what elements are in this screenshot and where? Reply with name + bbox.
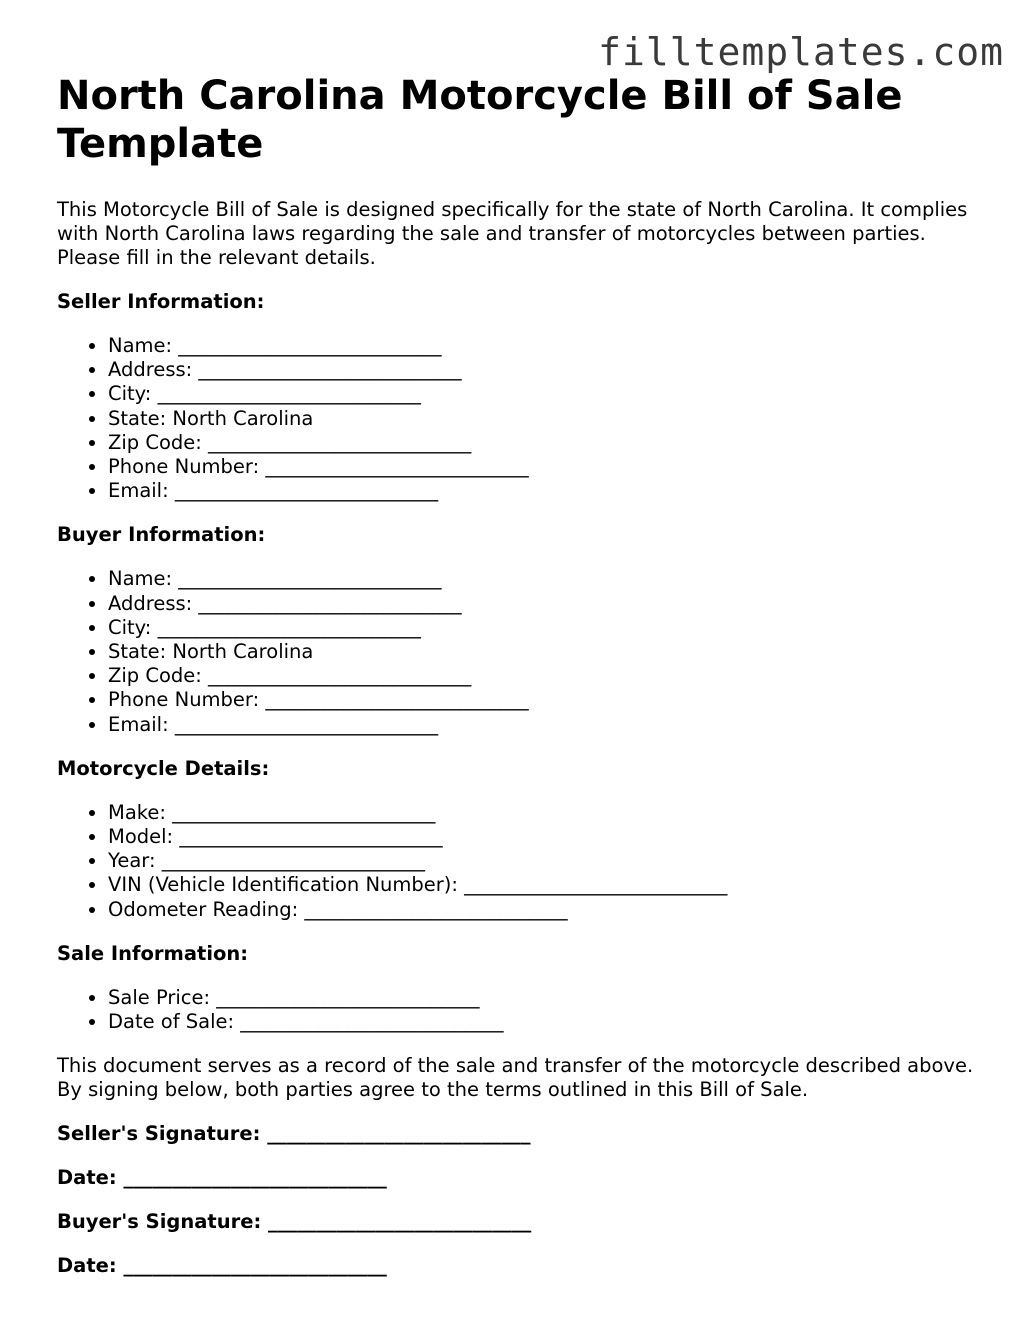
- seller-zip-field: • Zip Code: ___________________________: [108, 431, 987, 455]
- buyer-state-field: • State: North Carolina: [108, 640, 987, 664]
- buyer-city-field: • City: ___________________________: [108, 616, 987, 640]
- motorcycle-model-field: • Model: ___________________________: [108, 825, 987, 849]
- page-title: North Carolina Motorcycle Bill of Sale Template: [57, 73, 903, 167]
- buyer-address-field: • Address: ___________________________: [108, 592, 987, 616]
- seller-date-line: Date: ___________________________: [57, 1166, 387, 1190]
- closing-paragraph: This document serves as a record of the sale and transfer of the motorcycle described above. By signing below, both parties agree to the terms outlined in this Bill of Sale.: [57, 1054, 974, 1102]
- buyer-phone-field: • Phone Number: ___________________________: [108, 688, 987, 712]
- buyer-date-line: Date: ___________________________: [57, 1254, 387, 1278]
- seller-email-field: • Email: ___________________________: [108, 479, 987, 503]
- sale-price-field: • Sale Price: ___________________________: [108, 986, 987, 1010]
- buyer-name-field: • Name: ___________________________: [108, 567, 987, 591]
- seller-info-list: [57, 334, 987, 503]
- document-body: [57, 72, 987, 1278]
- sale-date-field: • Date of Sale: ___________________________: [108, 1010, 987, 1034]
- seller-phone-field: • Phone Number: ___________________________: [108, 455, 987, 479]
- watermark: filltemplates.com: [598, 30, 1004, 74]
- buyer-email-field: • Email: ___________________________: [108, 713, 987, 737]
- sale-section-heading: Sale Information:: [57, 941, 249, 965]
- seller-address-field: • Address: ___________________________: [108, 358, 987, 382]
- intro-paragraph: This Motorcycle Bill of Sale is designed specifically for the state of North Carolina. It complies with North Carolina laws regarding the sale and transfer of motorcycles between parties. Please fill in the relevant details.: [57, 198, 968, 269]
- buyer-zip-field: • Zip Code: ___________________________: [108, 664, 987, 688]
- buyer-section-heading: Buyer Information:: [57, 523, 266, 547]
- buyer-info-list: [57, 567, 987, 736]
- motorcycle-section-heading: Motorcycle Details:: [57, 756, 270, 780]
- seller-city-field: • City: ___________________________: [108, 382, 987, 406]
- seller-signature-line: Seller's Signature: ___________________________: [57, 1122, 531, 1146]
- motorcycle-odometer-field: • Odometer Reading: ___________________________: [108, 898, 987, 922]
- buyer-signature-line: Buyer's Signature: ___________________________: [57, 1210, 532, 1234]
- sale-info-list: [57, 986, 987, 1034]
- motorcycle-vin-field: • VIN (Vehicle Identification Number): ___________________________: [108, 873, 987, 897]
- seller-section-heading: Seller Information:: [57, 290, 265, 313]
- seller-name-field: • Name: ___________________________: [108, 334, 987, 358]
- motorcycle-make-field: • Make: ___________________________: [108, 801, 987, 825]
- motorcycle-details-list: [57, 801, 987, 922]
- seller-state-field: • State: North Carolina: [108, 407, 987, 431]
- motorcycle-year-field: • Year: ___________________________: [108, 849, 987, 873]
